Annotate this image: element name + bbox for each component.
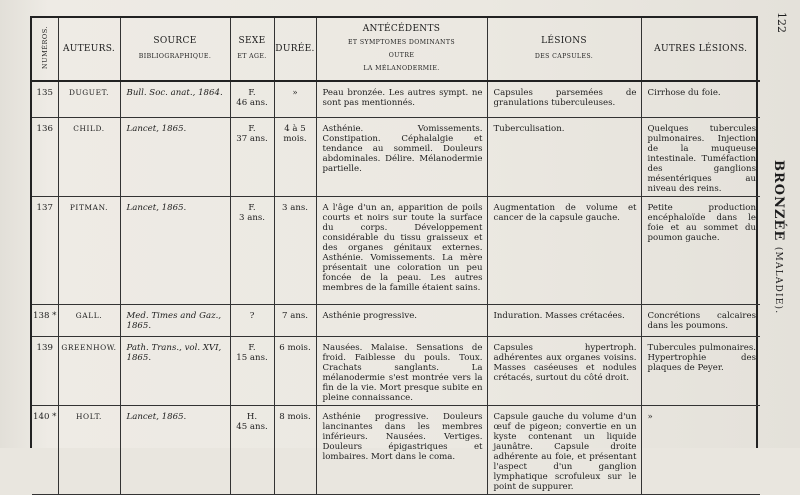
table-row xyxy=(32,117,760,196)
row-other: Concrétions calcaires dans les poumons. xyxy=(641,304,760,336)
row-other: Petite production encéphaloïde dans le foie et au sommet du poumon gauche. xyxy=(641,196,760,304)
row-lesions: Augmentation de volume et cancer de la capsule gauche. xyxy=(487,196,641,304)
row-sex: ? xyxy=(230,304,274,336)
row-num: 135 xyxy=(32,81,58,117)
row-lesions: Induration. Masses crétacées. xyxy=(487,304,641,336)
header-row xyxy=(32,18,760,81)
row-antecedents: A l'âge d'un an, apparition de poils courts et noirs sur toute la surface du corps. Développement considérable du tissu graisseux et des organes génitaux externes. Asthénie. Vomissements. La mère présentait une coloration un peu foncée de la peau. Les autres membres de la famille étaient sains. xyxy=(316,196,487,304)
header-source: SOURCE BIBLIOGRAPHIQUE. xyxy=(120,18,230,81)
row-other: » xyxy=(641,405,760,494)
row-num: 137 xyxy=(32,196,58,304)
case-table xyxy=(32,18,760,495)
row-author: DUGUET. xyxy=(58,81,120,117)
row-sex: F. 46 ans. xyxy=(230,81,274,117)
row-source: Bull. Soc. anat., 1864. xyxy=(120,81,230,117)
row-lesions: Capsules hypertroph. adhérentes aux organes voisins. Masses caséeuses et nodules crétacés, surtout du côté droit. xyxy=(487,336,641,405)
header-antecedents: ANTÉCÉDENTS ET SYMPTOMES DOMINANTS OUTRE LA MÉLANODERMIE. xyxy=(316,18,487,81)
table-row xyxy=(32,196,760,304)
row-antecedents: Nausées. Malaise. Sensations de froid. Faiblesse du pouls. Toux. Crachats sanglants. La mélanodermie s'est montrée vers la fin de la vie. Mort presque subite en pleine connaissance. xyxy=(316,336,487,405)
running-head xyxy=(771,160,786,314)
row-other: Cirrhose du foie. xyxy=(641,81,760,117)
header-num: NUMÉROS. xyxy=(32,18,58,81)
header-authors: AUTEURS. xyxy=(58,18,120,81)
row-source: Lancet, 1865. xyxy=(120,196,230,304)
row-num: 138 * xyxy=(32,304,58,336)
running-head-subtitle: (MALADIE). xyxy=(773,246,783,315)
case-table-frame xyxy=(30,16,758,492)
row-duration: » xyxy=(274,81,316,117)
running-head-title: BRONZÉE xyxy=(771,160,786,242)
row-num: 139 xyxy=(32,336,58,405)
row-author: CHILD. xyxy=(58,117,120,196)
row-lesions: Tuberculisation. xyxy=(487,117,641,196)
row-source: Med. Times and Gaz., 1865. xyxy=(120,304,230,336)
row-duration: 7 ans. xyxy=(274,304,316,336)
row-source: Lancet, 1865. xyxy=(120,405,230,494)
row-other: Quelques tubercules pulmonaires. Injection de la muqueuse intestinale. Tuméfaction des ganglions mésentériques au niveau des reins. xyxy=(641,117,760,196)
header-duration: DURÉE. xyxy=(274,18,316,81)
row-author: PITMAN. xyxy=(58,196,120,304)
row-other: Tubercules pulmonaires. Hypertrophie des plaques de Peyer. xyxy=(641,336,760,405)
row-antecedents: Asthénie. Vomissements. Constipation. Céphalalgie et tendance au sommeil. Douleurs abdominales. Délire. Mélanodermie partielle. xyxy=(316,117,487,196)
row-sex: F. 15 ans. xyxy=(230,336,274,405)
row-source: Path. Trans., vol. XVI, 1865. xyxy=(120,336,230,405)
row-duration: 8 mois. xyxy=(274,405,316,494)
row-lesions: Capsule gauche du volume d'un œuf de pigeon; convertie en un kyste contenant un liquide jaunâtre. Capsule droite adhérente au foie, et présentant l'aspect d'un ganglion lymphatique scrofuleux sur le point de suppurer. xyxy=(487,405,641,494)
row-num: 140 * xyxy=(32,405,58,494)
row-duration: 6 mois. xyxy=(274,336,316,405)
header-other: AUTRES LÉSIONS. xyxy=(641,18,760,81)
row-antecedents: Asthénie progressive. xyxy=(316,304,487,336)
row-author: HOLT. xyxy=(58,405,120,494)
table-row xyxy=(32,304,760,336)
row-author: GREENHOW. xyxy=(58,336,120,405)
table-row xyxy=(32,405,760,494)
table-row xyxy=(32,81,760,117)
row-lesions: Capsules parsemées de granulations tuberculeuses. xyxy=(487,81,641,117)
row-duration: 4 à 5 mois. xyxy=(274,117,316,196)
header-lesions: LÉSIONS DES CAPSULES. xyxy=(487,18,641,81)
row-sex: H. 45 ans. xyxy=(230,405,274,494)
page-number: 122 xyxy=(775,12,788,33)
row-author: GALL. xyxy=(58,304,120,336)
table-row xyxy=(32,336,760,405)
row-sex: F. 37 ans. xyxy=(230,117,274,196)
row-antecedents: Peau bronzée. Les autres sympt. ne sont pas mentionnés. xyxy=(316,81,487,117)
row-duration: 3 ans. xyxy=(274,196,316,304)
row-num: 136 xyxy=(32,117,58,196)
header-sex: SEXE ET AGE. xyxy=(230,18,274,81)
row-source: Lancet, 1865. xyxy=(120,117,230,196)
row-sex: F. 3 ans. xyxy=(230,196,274,304)
row-antecedents: Asthénie progressive. Douleurs lancinantes dans les membres inférieurs. Nausées. Vertiges. Douleurs épigastriques et lombaires. Mort dans le coma. xyxy=(316,405,487,494)
